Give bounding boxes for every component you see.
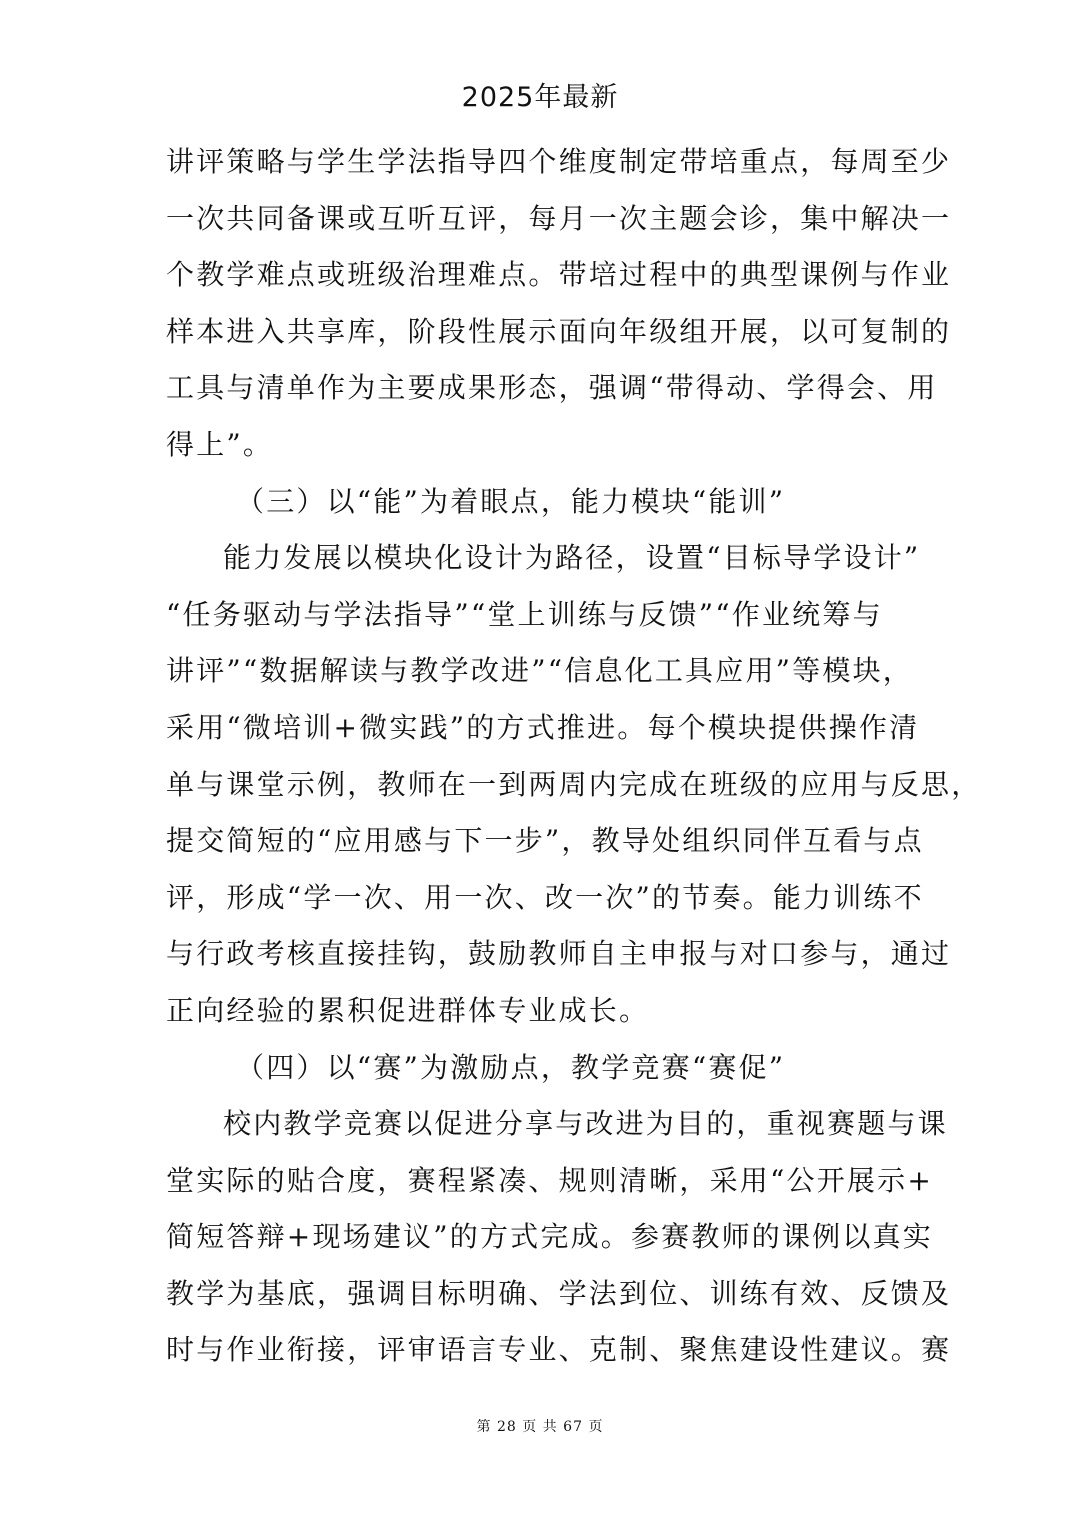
text-line-1: 讲评策略与学生学法指导四个维度制定带培重点，每周至少 xyxy=(166,145,952,178)
footer-mid: 页 共 xyxy=(522,1419,558,1435)
section-heading-4: （四）以“赛”为激励点，教学竞赛“赛促” xyxy=(236,1050,786,1084)
text-line-3: 个教学难点或班级治理难点。带培过程中的典型课例与作业 xyxy=(166,258,952,292)
page-header-title: 2025年最新 xyxy=(461,82,619,113)
section-heading-3: （三）以“能”为着眼点，能力模块“能训” xyxy=(236,484,786,518)
footer-suffix: 页 xyxy=(588,1419,604,1435)
text-line-16: 正向经验的累积促进群体专业成长。 xyxy=(166,993,650,1027)
current-page-number: 28 xyxy=(496,1419,517,1435)
text-line-9: “任务驱动与学法指导”“堂上训练与反馈”“作业统筹与 xyxy=(166,597,883,631)
text-line-11: 采用“微培训+微实践”的方式推进。每个模块提供操作清 xyxy=(166,710,920,744)
text-line-14: 评，形成“学一次、用一次、改一次”的节奏。能力训练不 xyxy=(166,880,924,914)
text-line-19: 堂实际的贴合度，赛程紧凑、规则清晰，采用“公开展示+ xyxy=(166,1163,933,1197)
text-line-15: 与行政考核直接挂钩，鼓励教师自主申报与对口参与，通过 xyxy=(166,937,952,971)
text-line-5: 工具与清单作为主要成果形态，强调“带得动、学得会、用 xyxy=(166,371,938,405)
total-pages-number: 67 xyxy=(563,1419,583,1435)
text-line-13: 提交简短的“应用感与下一步”，教导处组织同伴互看与点 xyxy=(166,824,924,858)
text-line-22: 时与作业衔接，评审语言专业、克制、聚焦建设性建议。赛 xyxy=(166,1333,952,1367)
text-line-21: 教学为基底，强调目标明确、学法到位、训练有效、反馈及 xyxy=(166,1276,952,1310)
document-body xyxy=(166,134,982,1379)
paragraph-start-line: 校内教学竞赛以促进分享与改进为目的，重视赛题与课 xyxy=(223,1107,948,1141)
text-line-12: 单与课堂示例，教师在一到两周内完成在班级的应用与反思， xyxy=(166,767,982,801)
footer-prefix: 第 xyxy=(476,1419,492,1435)
text-line-10: 讲评”“数据解读与教学改进”“信息化工具应用”等模块， xyxy=(166,654,913,688)
text-line-2: 一次共同备课或互听互评，每月一次主题会诊，集中解决一 xyxy=(166,201,952,235)
page-footer xyxy=(0,1417,1080,1437)
paragraph-start-line: 能力发展以模块化设计为路径，设置“目标导学设计” xyxy=(223,541,921,575)
text-line-20: 简短答辩+现场建议”的方式完成。参赛教师的课例以真实 xyxy=(166,1220,933,1254)
text-line-4: 样本进入共享库，阶段性展示面向年级组开展，以可复制的 xyxy=(166,314,952,348)
text-line-6: 得上”。 xyxy=(166,427,274,461)
